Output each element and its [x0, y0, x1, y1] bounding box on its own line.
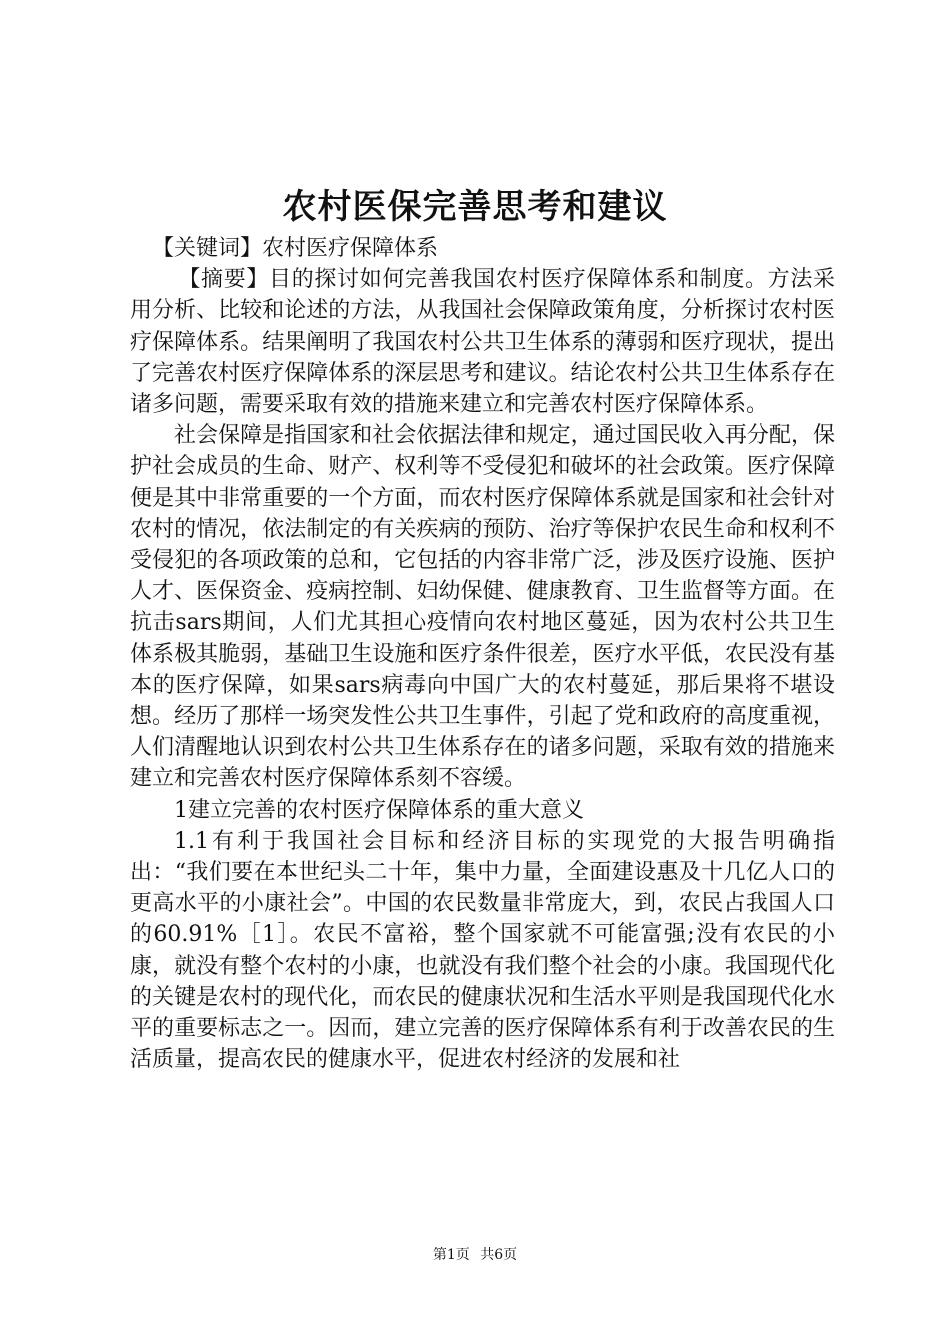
- document-title: 农村医保完善思考和建议: [282, 187, 668, 227]
- keywords-line: 【关键词】农村医疗保障体系: [152, 236, 439, 261]
- abstract-paragraph: 【摘要】目的探讨如何完善我国农村医疗保障体系和制度。方法采用分析、比较和论述的方法，从我国社会保障政策角度，分析探讨农村医疗保障体系。结果阐明了我国农村公共卫生体系的薄弱和医疗现状，提出了完善农村医疗保障体系的深层思考和建议。结论农村公共卫生体系存在诸多问题，需要采取有效的措施来建立和完善农村医疗保障体系。: [130, 267, 835, 418]
- body-paragraph-2: 1.1有利于我国社会目标和经济目标的实现党的大报告明确指出：“我们要在本世纪头二十年，集中力量，全面建设惠及十几亿人口的更高水平的小康社会”。中国的农民数量非常庞大，到，农民占我国人口的60.91%［1］。农民不富裕，整个国家就不可能富强;没有农民的小康，就没有整个农村的小康，也就没有我们整个社会的小康。我国现代化的关键是农村的现代化，而农民的健康状况和生活水平则是我国现代化水平的重要标志之一。因而，建立完善的医疗保障体系有利于改善农民的生活质量，提高农民的健康水平，促进农村经济的发展和社: [130, 828, 836, 1073]
- section-heading-1: 1建立完善的农村医疗保障体系的重大意义: [174, 797, 584, 823]
- page-number-current: 第1页: [432, 1247, 470, 1263]
- page-footer: [0, 1245, 950, 1265]
- document-body: [130, 233, 835, 1075]
- page-number-total: 共6页: [480, 1247, 518, 1263]
- body-paragraph-1: 社会保障是指国家和社会依据法律和规定，通过国民收入再分配，保护社会成员的生命、财产、权利等不受侵犯和破坏的社会政策。医疗保障便是其中非常重要的一个方面，而农村医疗保障体系就是国家和社会针对农村的情况，依法制定的有关疾病的预防、治疗等保护农民生命和权利不受侵犯的各项政策的总和，它包括的内容非常广泛，涉及医疗设施、医护人才、医保资金、疫病控制、妇幼保健、健康教育、卫生监督等方面。在抗击sars期间，人们尤其担心疫情向农村地区蔓延，因为农村公共卫生体系极其脆弱，基础卫生设施和医疗条件很差，医疗水平低，农民没有基本的医疗保障，如果sars病毒向中国广大的农村蔓延，那后果将不堪设想。经历了那样一场突发性公共卫生事件，引起了党和政府的高度重视，人们清醒地认识到农村公共卫生体系存在的诸多问题，采取有效的措施来建立和完善农村医疗保障体系刻不容缓。: [130, 423, 835, 792]
